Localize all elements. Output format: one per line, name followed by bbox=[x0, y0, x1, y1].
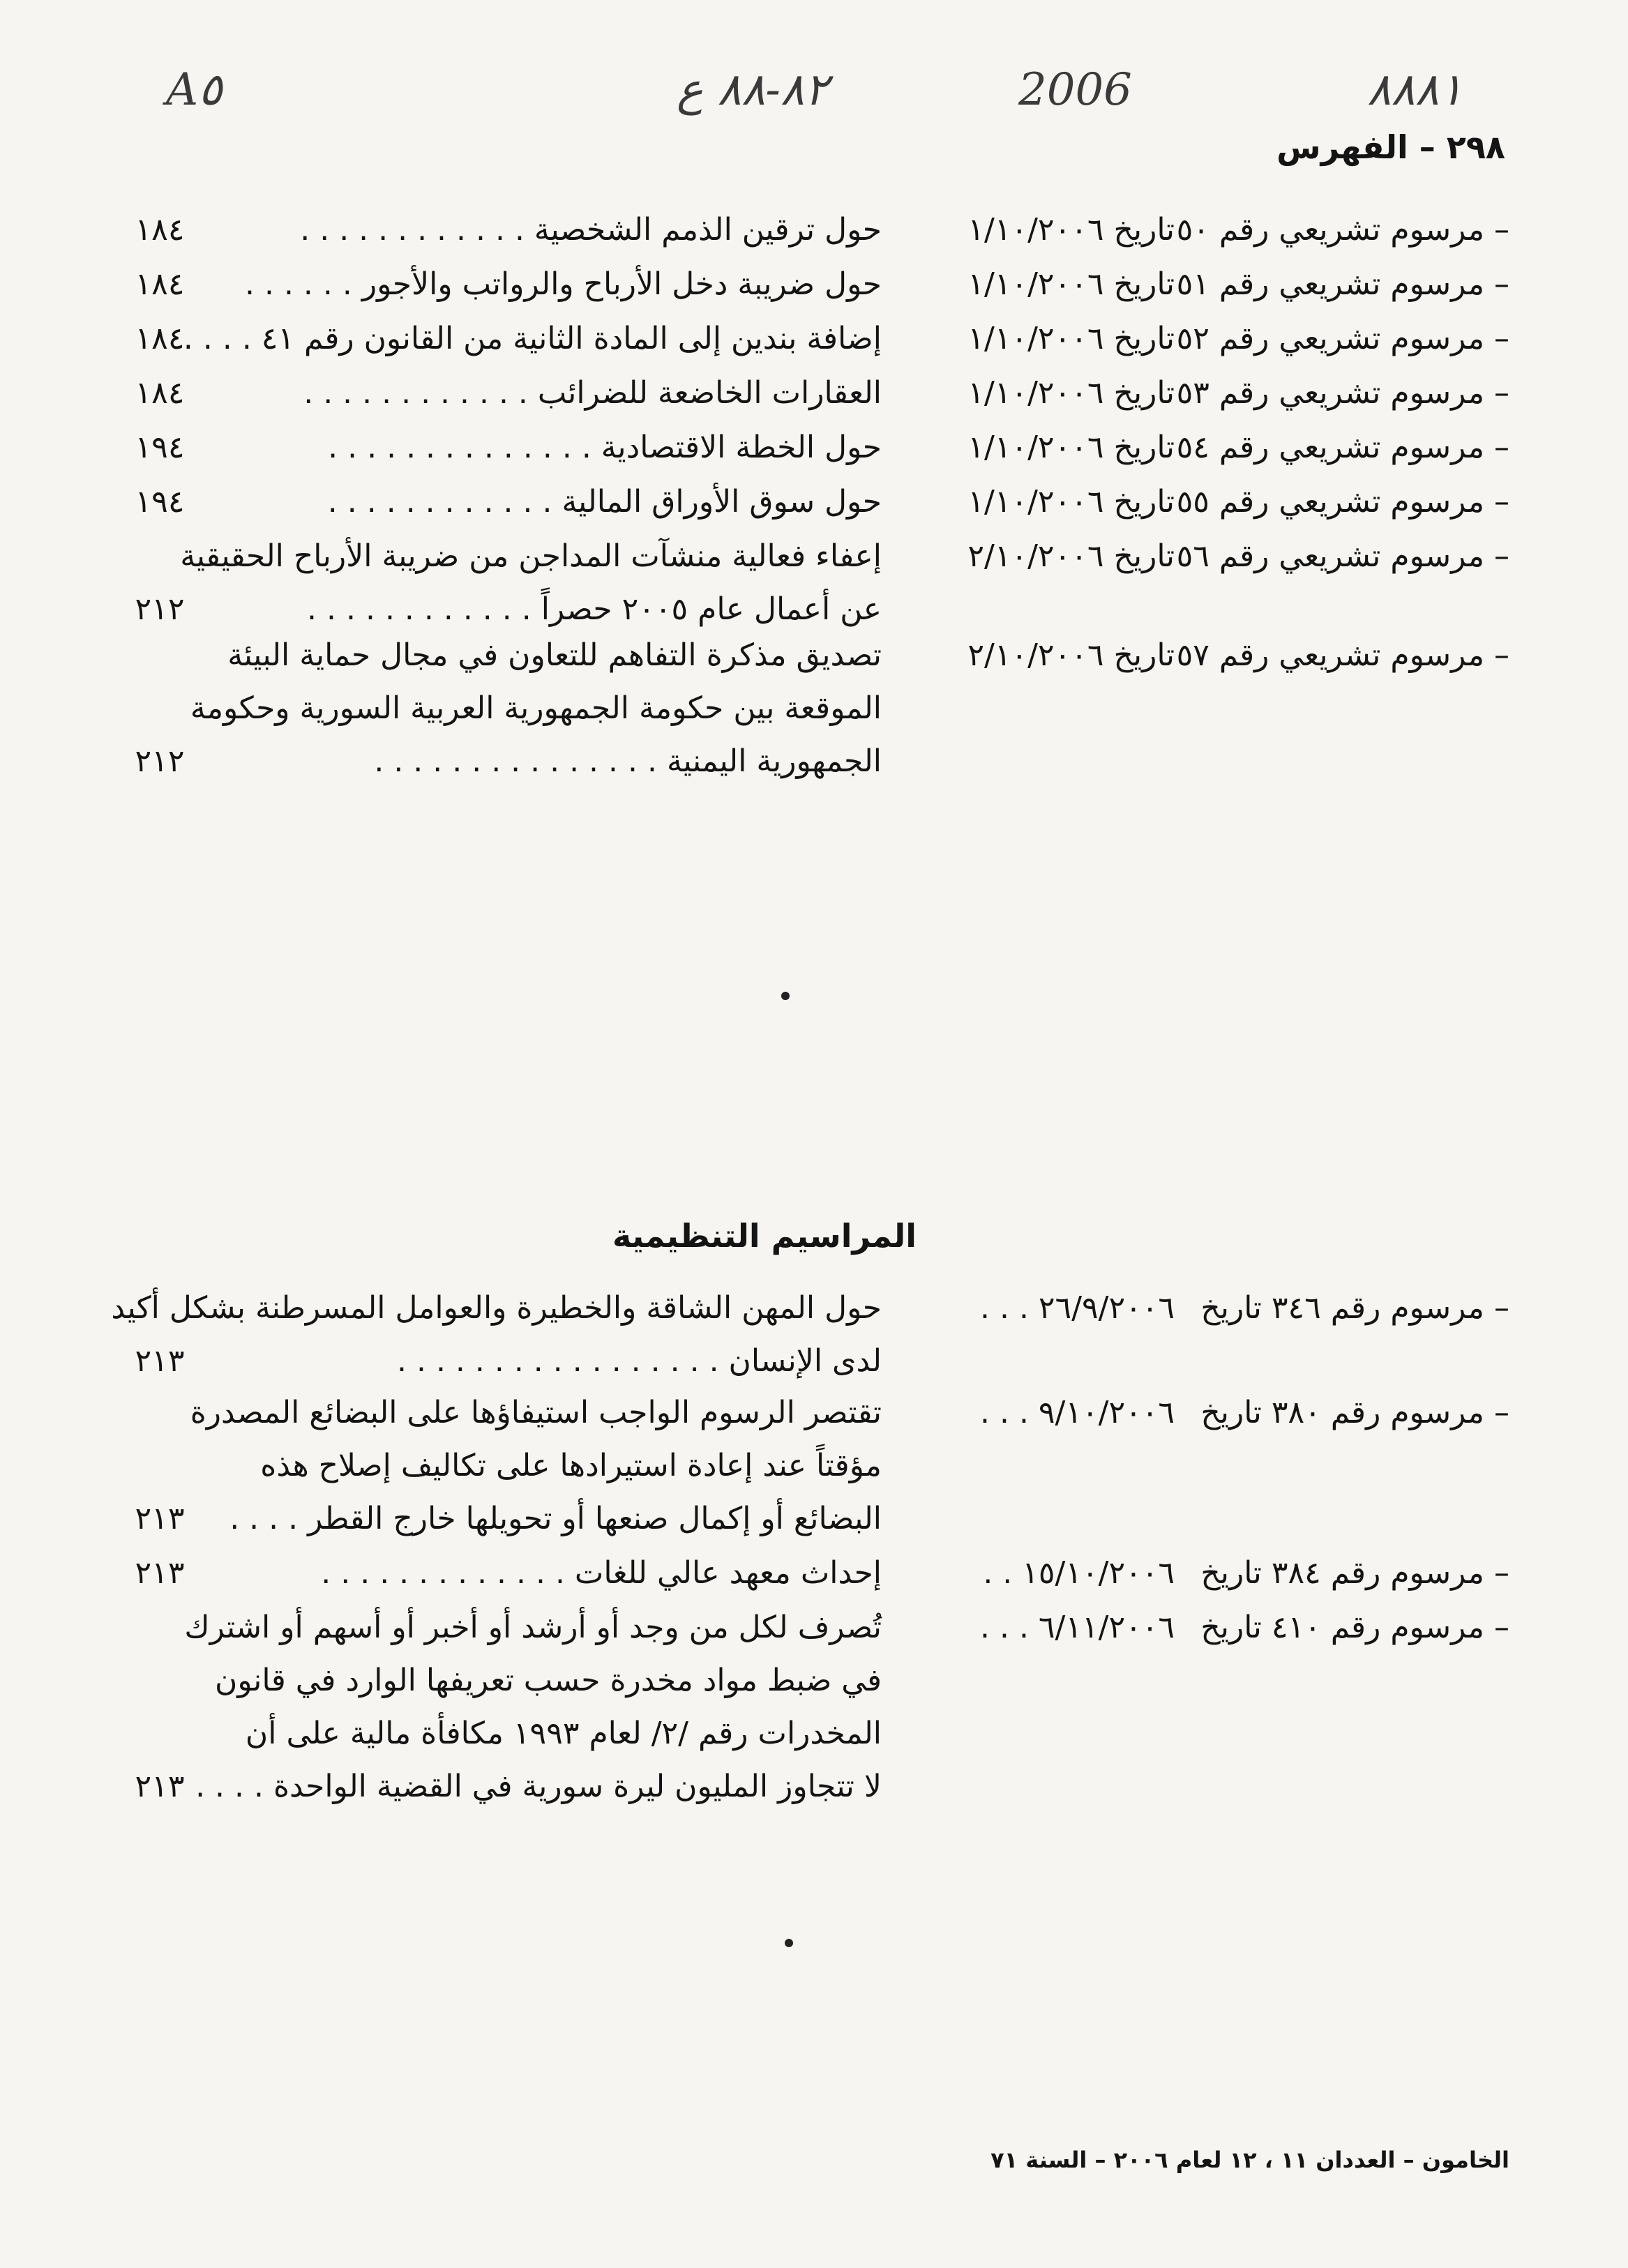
title-line: إعفاء فعالية منشآت المداجن من ضريبة الأرباح الحقيقية bbox=[180, 538, 882, 574]
title-line: عن أعمال عام ٢٠٠٥ حصراً . . . . . . . . . . . . bbox=[307, 591, 882, 627]
page-number: ١٨٤ bbox=[135, 321, 185, 356]
decree-number: – مرسوم تشريعي رقم ٥٦ bbox=[1176, 538, 1509, 574]
decree-number: – مرسوم تشريعي رقم ٥٥ bbox=[1176, 484, 1509, 520]
title-line: إضافة بندين إلى المادة الثانية من القانون رقم ٤١ . . . . bbox=[183, 321, 882, 356]
index-entry bbox=[114, 629, 1509, 788]
title-line: العقارات الخاضعة للضرائب . . . . . . . . . . . . bbox=[303, 375, 882, 411]
index-entry bbox=[114, 258, 1509, 311]
decree-title bbox=[184, 476, 882, 529]
decree-date: تاريخ ١/١٠/٢٠٠٦ bbox=[967, 266, 1175, 302]
page-number: ١٩٤ bbox=[135, 484, 185, 520]
page-number: ١٨٤ bbox=[135, 266, 185, 302]
handwritten-note-2: ٨٢-٨٨ ع bbox=[677, 64, 829, 116]
index-entry bbox=[114, 530, 1509, 636]
index-entry bbox=[114, 367, 1509, 420]
page-number: ١٩٤ bbox=[135, 430, 185, 465]
page-number: ٢١٣ bbox=[135, 1501, 185, 1536]
decree-title bbox=[180, 530, 882, 636]
page-number: ٢١٣ bbox=[135, 1343, 185, 1379]
index-entry bbox=[114, 421, 1509, 474]
index-entry bbox=[114, 1601, 1509, 1813]
index-entry bbox=[111, 1282, 1509, 1388]
handwritten-note-4: ٨٨٨١ bbox=[1367, 64, 1463, 116]
decree-date: تاريخ ١/١٠/٢٠٠٦ bbox=[967, 321, 1175, 356]
decree-title bbox=[184, 204, 882, 257]
decree-number: – مرسوم تشريعي رقم ٥٢ bbox=[1176, 321, 1509, 356]
decree-number: – مرسوم رقم ٣٤٦ تاريخ bbox=[1200, 1290, 1509, 1326]
title-line: المخدرات رقم /٢/ لعام ١٩٩٣ مكافأة مالية على أن bbox=[245, 1716, 882, 1751]
title-line: الموقعة بين حكومة الجمهورية العربية السورية وحكومة bbox=[190, 690, 882, 726]
page-number: ٢١٣ bbox=[135, 1555, 185, 1591]
title-line: حول الخطة الاقتصادية . . . . . . . . . . . . . . bbox=[328, 430, 882, 465]
decree-number: – مرسوم تشريعي رقم ٥٤ bbox=[1176, 430, 1509, 465]
index-entry bbox=[114, 1386, 1509, 1545]
decree-number: – مرسوم رقم ٤١٠ تاريخ bbox=[1200, 1610, 1509, 1645]
title-line: تقتصر الرسوم الواجب استيفاؤها على البضائع المصدرة bbox=[190, 1395, 882, 1430]
handwritten-note-3: 2006 bbox=[1018, 64, 1132, 116]
decree-date: ٦/١١/٢٠٠٦ . . . bbox=[980, 1610, 1175, 1645]
title-line: تصديق مذكرة التفاهم للتعاون في مجال حماية البيئة bbox=[227, 637, 882, 673]
page-number: ٢١٢ bbox=[135, 591, 185, 627]
page-number: ١٨٤ bbox=[135, 375, 185, 411]
decree-title bbox=[184, 1601, 882, 1813]
title-line: في ضبط مواد مخدرة حسب تعريفها الوارد في قانون bbox=[215, 1663, 882, 1698]
decree-number: – مرسوم رقم ٣٨٤ تاريخ bbox=[1200, 1555, 1509, 1591]
page-footer: الخامون – العددان ١١ ، ١٢ لعام ٢٠٠٦ – السنة ٧١ bbox=[990, 2147, 1509, 2173]
title-line: الجمهورية اليمنية . . . . . . . . . . . . . . . bbox=[374, 743, 882, 779]
index-entry bbox=[114, 476, 1509, 529]
title-line: حول ضريبة دخل الأرباح والرواتب والأجور . . . . . . bbox=[245, 266, 882, 302]
title-line: حول المهن الشاقة والخطيرة والعوامل المسرطنة بشكل أكيد bbox=[111, 1290, 882, 1326]
decree-title bbox=[184, 312, 882, 365]
decree-date: تاريخ ١/١٠/٢٠٠٦ bbox=[967, 484, 1175, 520]
decree-number: – مرسوم تشريعي رقم ٥٣ bbox=[1176, 375, 1509, 411]
section-title: المراسيم التنظيمية bbox=[612, 1217, 917, 1255]
page-number: ١٨٤ bbox=[135, 212, 185, 248]
title-line: لا تتجاوز المليون ليرة سورية في القضية الواحدة . . . . bbox=[195, 1769, 882, 1804]
decree-title bbox=[184, 1547, 882, 1600]
title-line: البضائع أو إكمال صنعها أو تحويلها خارج القطر . . . . bbox=[229, 1501, 882, 1536]
decree-number: – مرسوم تشريعي رقم ٥١ bbox=[1176, 266, 1509, 302]
decree-date: تاريخ ٢/١٠/٢٠٠٦ bbox=[967, 538, 1175, 574]
index-entry bbox=[114, 204, 1509, 257]
decree-number: – مرسوم تشريعي رقم ٥٠ bbox=[1176, 212, 1509, 248]
decree-title bbox=[184, 258, 882, 311]
title-line: حول سوق الأوراق المالية . . . . . . . . . . . . bbox=[327, 484, 882, 520]
decree-date: تاريخ ١/١٠/٢٠٠٦ bbox=[967, 430, 1175, 465]
decree-title bbox=[184, 629, 882, 788]
decree-date: تاريخ ١/١٠/٢٠٠٦ bbox=[967, 212, 1175, 248]
decree-date: تاريخ ١/١٠/٢٠٠٦ bbox=[967, 375, 1175, 411]
page-number: ٢١٣ bbox=[135, 1769, 185, 1804]
separator-dot bbox=[785, 1939, 793, 1947]
title-line: لدى الإنسان . . . . . . . . . . . . . . . . . bbox=[397, 1343, 882, 1379]
decree-number: – مرسوم تشريعي رقم ٥٧ bbox=[1176, 637, 1509, 673]
index-entry bbox=[114, 312, 1509, 365]
decree-date: تاريخ ٢/١٠/٢٠٠٦ bbox=[967, 637, 1175, 673]
decree-date: ٢٦/٩/٢٠٠٦ . . . bbox=[980, 1290, 1175, 1326]
title-line: حول ترقين الذمم الشخصية . . . . . . . . . . . . bbox=[300, 212, 882, 248]
decree-title bbox=[184, 1386, 882, 1545]
title-line: تُصرف لكل من وجد أو أرشد أو أخبر أو أسهم أو اشترك bbox=[184, 1610, 882, 1645]
title-line: مؤقتاً عند إعادة استيرادها على تكاليف إصلاح هذه bbox=[260, 1448, 882, 1483]
handwritten-note-1: A٥ bbox=[166, 64, 223, 116]
decree-date: ٩/١٠/٢٠٠٦ . . . bbox=[980, 1395, 1175, 1430]
index-entry bbox=[114, 1547, 1509, 1600]
title-line: إحداث معهد عالي للغات . . . . . . . . . . . . . bbox=[321, 1555, 882, 1591]
decree-number: – مرسوم رقم ٣٨٠ تاريخ bbox=[1200, 1395, 1509, 1430]
page-header: ٢٩٨ – الفهرس bbox=[1276, 128, 1505, 166]
decree-title bbox=[184, 367, 882, 420]
decree-date: ١٥/١٠/٢٠٠٦ . . bbox=[983, 1555, 1175, 1591]
page-number: ٢١٢ bbox=[135, 743, 185, 779]
decree-title bbox=[184, 421, 882, 474]
separator-dot bbox=[781, 992, 790, 1000]
